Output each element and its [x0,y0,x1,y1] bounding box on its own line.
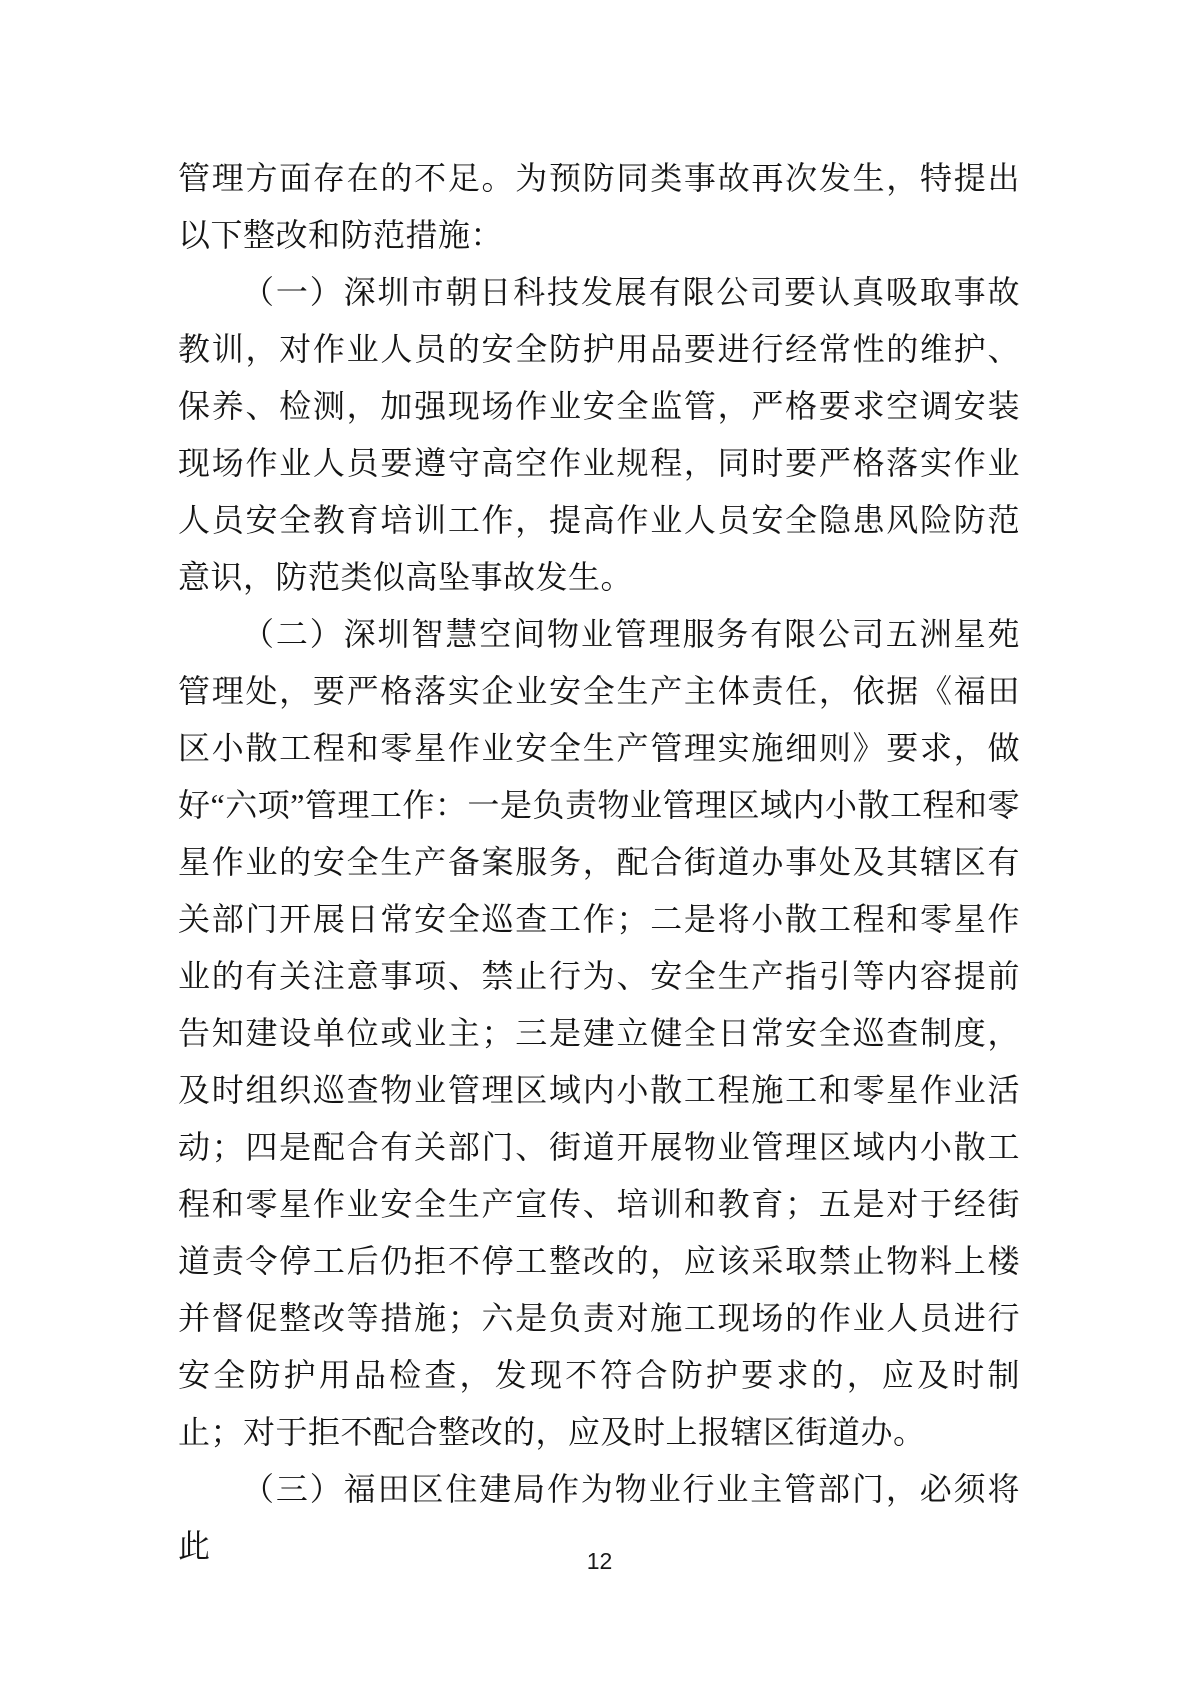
paragraph-item-1: （一）深圳市朝日科技发展有限公司要认真吸取事故教训，对作业人员的安全防护用品要进行经常性的维护、保养、检测，加强现场作业安全监管，严格要求空调安装现场作业人员要遵守高空作业规程，同时要严格落实作业人员安全教育培训工作，提高作业人员安全隐患风险防范意识，防范类似高坠事故发生。 [178,274,1020,595]
paragraph-item-2: （二）深圳智慧空间物业管理服务有限公司五洲星苑管理处，要严格落实企业安全生产主体责任，依据《福田区小散工程和零星作业安全生产管理实施细则》要求，做好“六项”管理工作：一是负责物业管理区域内小散工程和零星作业的安全生产备案服务，配合街道办事处及其辖区有关部门开展日常安全巡查工作；二是将小散工程和零星作业的有关注意事项、禁止行为、安全生产指引等内容提前告知建设单位或业主；三是建立健全日常安全巡查制度，及时组织巡查物业管理区域内小散工程施工和零星作业活动；四是配合有关部门、街道开展物业管理区域内小散工程和零星作业安全生产宣传、培训和教育；五是对于经街道责令停工后仍拒不停工整改的，应该采取禁止物料上楼并督促整改等措施；六是负责对施工现场的作业人员进行安全防护用品检查，发现不符合防护要求的，应及时制止；对于拒不配合整改的，应及时上报辖区街道办。 [178,616,1020,1450]
page-number: 12 [586,1548,613,1574]
paragraph-item-3: （三）福田区住建局作为物业行业主管部门，必须将此 [178,1471,1020,1564]
document-body-text [178,150,1020,1575]
paragraph-continuation: 管理方面存在的不足。为预防同类事故再次发生，特提出以下整改和防范措施： [178,160,1020,253]
